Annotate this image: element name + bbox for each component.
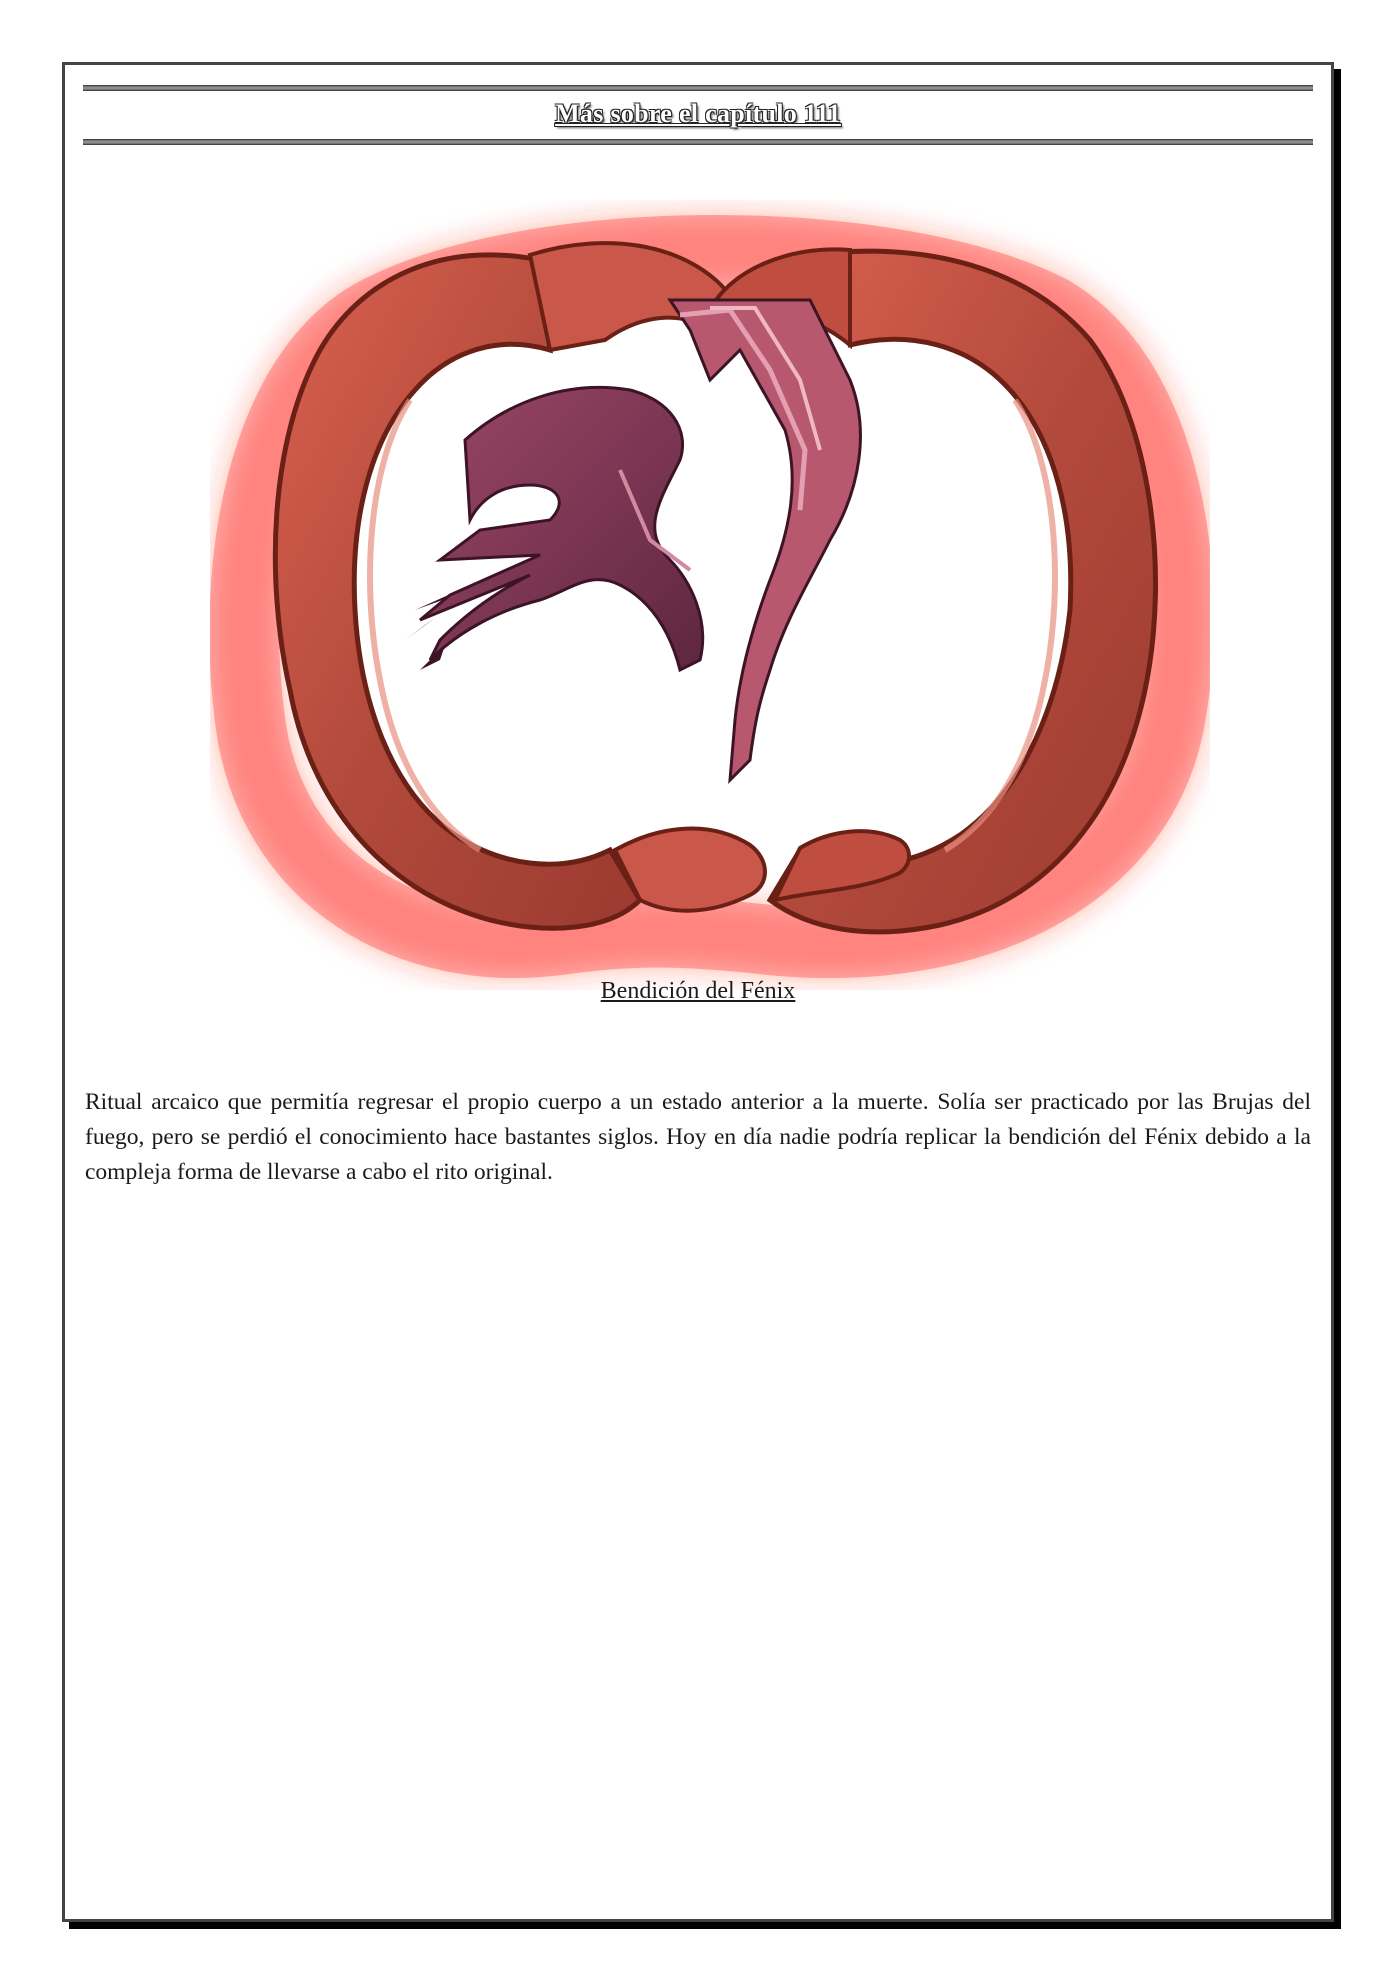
page-header [83,85,1313,145]
page-frame [62,62,1334,1922]
phoenix-emblem-illustration [210,200,1210,990]
image-caption: Bendición del Fénix [600,978,796,1004]
header-rule-top [83,85,1313,91]
page-title: Más sobre el capítulo 111 [555,99,841,128]
phoenix-claw-icon [405,300,860,780]
bottom-ring-claw [615,829,765,911]
header-rule-bottom [83,139,1313,145]
description-paragraph: Ritual arcaico que permitía regresar el propio cuerpo a un estado anterior a la muerte. Solía ser practicado por las Brujas del fuego, pero se perdió el conocimiento hace bastantes siglos. Hoy en día nadie podría replicar la bendición del Fénix debido a la compleja forma de llevarse a cabo el rito original. [85,1089,1311,1185]
